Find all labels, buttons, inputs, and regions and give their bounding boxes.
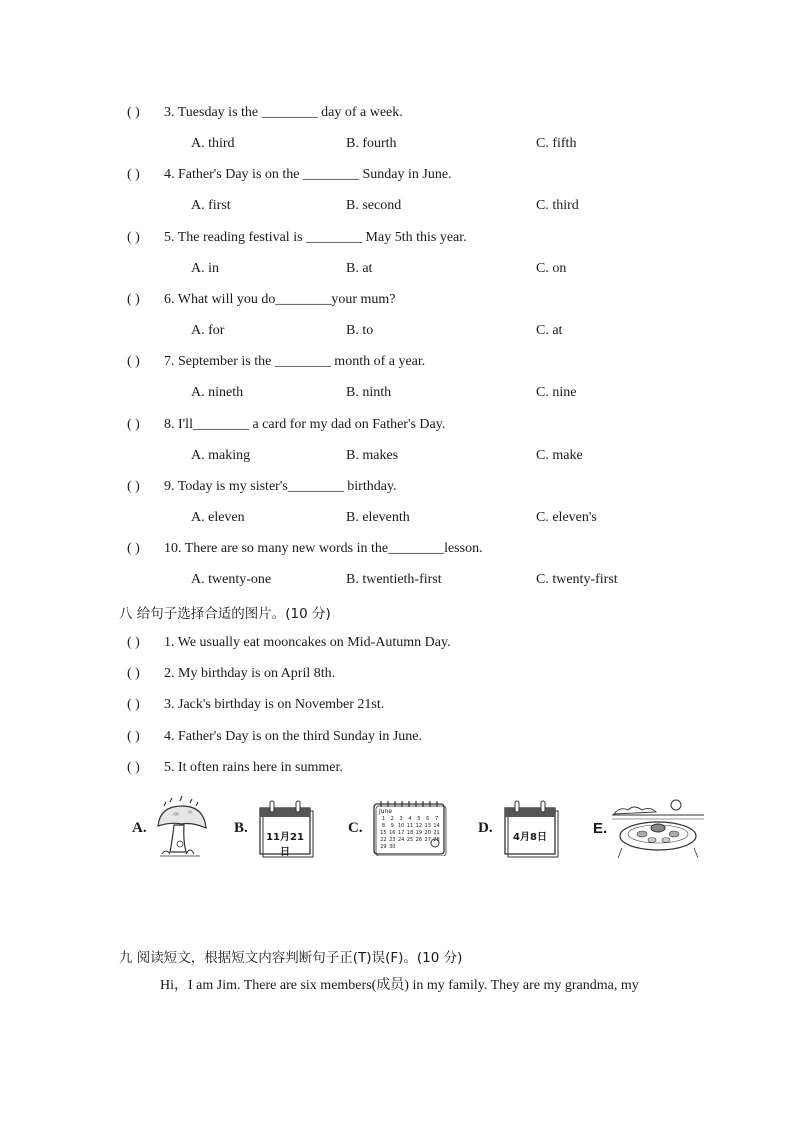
- sentence-text: 1. We usually eat mooncakes on Mid-Autumn Day.: [164, 635, 451, 650]
- picture-d-label: D.: [478, 820, 493, 836]
- answer-option[interactable]: A. for: [191, 323, 225, 338]
- calendar-day: 26: [415, 837, 423, 843]
- answer-blank[interactable]: ( ): [127, 292, 140, 307]
- calendar-day: 17: [397, 830, 405, 836]
- calendar-day: 22: [380, 837, 387, 843]
- section-8-heading: 八 给句子选择合适的图片。(10 分): [119, 606, 331, 622]
- answer-blank[interactable]: ( ): [127, 479, 140, 494]
- calendar-day: 6: [426, 816, 430, 822]
- calendar-month: June: [379, 808, 393, 815]
- answer-option[interactable]: A. first: [191, 198, 231, 213]
- calendar-day: 3: [399, 816, 403, 822]
- answer-blank[interactable]: ( ): [127, 666, 140, 681]
- answer-blank[interactable]: ( ): [127, 541, 140, 556]
- answer-option[interactable]: A. in: [191, 261, 219, 276]
- answer-blank[interactable]: ( ): [127, 354, 140, 369]
- answer-blank[interactable]: ( ): [127, 167, 140, 182]
- calendar-date-text: 11月21日: [266, 832, 304, 858]
- question-text: 3. Tuesday is the ________ day of a week.: [164, 105, 403, 120]
- calendar-day: 15: [380, 830, 387, 836]
- question-text: 7. September is the ________ month of a year.: [164, 354, 426, 369]
- answer-option[interactable]: C. third: [536, 198, 579, 213]
- calendar-day: 29: [380, 844, 387, 850]
- question-text: 6. What will you do________your mum?: [164, 292, 396, 307]
- answer-option[interactable]: B. second: [346, 198, 402, 213]
- answer-option[interactable]: C. nine: [536, 385, 577, 400]
- answer-option[interactable]: C. twenty-first: [536, 572, 618, 587]
- answer-option[interactable]: A. nineth: [191, 385, 244, 400]
- calendar-day: 27: [424, 837, 431, 843]
- answer-option[interactable]: A. third: [191, 136, 235, 151]
- answer-option[interactable]: C. eleven's: [536, 510, 597, 525]
- calendar-day: 21: [433, 830, 440, 836]
- sentence-text: 4. Father's Day is on the third Sunday in June.: [164, 729, 422, 744]
- picture-e-label: E.: [593, 820, 608, 837]
- sentence-text: 3. Jack's birthday is on November 21st.: [164, 697, 385, 712]
- calendar-day: 5: [417, 816, 421, 822]
- question-text: 5. The reading festival is ________ May 5th this year.: [164, 230, 467, 245]
- calendar-day: 11: [406, 823, 414, 829]
- section-9-heading: 九 阅读短文，根据短文内容判断句子正(T)误(F)。(10 分): [119, 950, 463, 966]
- calendar-day: 1: [381, 816, 386, 822]
- calendar-day: 24: [397, 837, 405, 843]
- calendar-date-text: 4月8日: [513, 832, 547, 843]
- calendar-day: 19: [415, 830, 423, 836]
- answer-blank[interactable]: ( ): [127, 417, 140, 432]
- answer-option[interactable]: B. ninth: [346, 385, 392, 400]
- question-text: 10. There are so many new words in the________lesson.: [164, 541, 483, 556]
- answer-option[interactable]: A. making: [191, 448, 251, 463]
- calendar-day: 7: [434, 816, 439, 822]
- answer-option[interactable]: C. on: [536, 261, 567, 276]
- calendar-day: 8: [381, 823, 386, 829]
- sentence-text: 2. My birthday is on April 8th.: [164, 666, 336, 681]
- answer-option[interactable]: B. to: [346, 323, 374, 338]
- answer-option[interactable]: C. make: [536, 448, 583, 463]
- month-calendar-icon: [373, 800, 447, 856]
- calendar-day: 9: [390, 823, 394, 829]
- calendar-day: 4: [408, 816, 412, 822]
- question-text: 9. Today is my sister's________ birthday.: [164, 479, 397, 494]
- answer-option[interactable]: B. makes: [346, 448, 399, 463]
- answer-option[interactable]: B. eleventh: [346, 510, 410, 525]
- answer-blank[interactable]: ( ): [127, 729, 140, 744]
- answer-blank[interactable]: ( ): [127, 635, 140, 650]
- answer-blank[interactable]: ( ): [127, 760, 140, 775]
- answer-option[interactable]: B. twentieth-first: [346, 572, 442, 587]
- answer-option[interactable]: C. fifth: [536, 136, 577, 151]
- answer-option[interactable]: A. twenty-one: [191, 572, 272, 587]
- answer-blank[interactable]: ( ): [127, 230, 140, 245]
- question-text: 8. I'll________ a card for my dad on Father's Day.: [164, 417, 446, 432]
- desk-calendar-icon-b: [257, 798, 317, 860]
- picture-c-label: C.: [348, 820, 363, 836]
- calendar-day: 14: [433, 823, 440, 829]
- calendar-day: 13: [424, 823, 431, 829]
- calendar-day: 16: [389, 830, 396, 836]
- calendar-day: 12: [415, 823, 423, 829]
- answer-option[interactable]: C. at: [536, 323, 563, 338]
- desk-calendar-icon-d: [502, 798, 562, 860]
- calendar-day: 18: [406, 830, 414, 836]
- answer-blank[interactable]: ( ): [127, 697, 140, 712]
- rain-mushroom-icon: [152, 796, 210, 860]
- answer-option[interactable]: B. at: [346, 261, 373, 276]
- reading-passage: Hi，I am Jim. There are six members(成员) in my family. They are my grandma, my: [160, 978, 639, 993]
- mooncake-plate-icon: [612, 798, 704, 860]
- picture-b-label: B.: [234, 820, 248, 836]
- answer-option[interactable]: B. fourth: [346, 136, 397, 151]
- calendar-day: 20: [424, 830, 431, 836]
- calendar-day: 25: [406, 837, 414, 843]
- calendar-day: 10: [397, 823, 405, 829]
- answer-blank[interactable]: ( ): [127, 105, 140, 120]
- answer-option[interactable]: A. eleven: [191, 510, 245, 525]
- calendar-day-grid: [379, 816, 441, 850]
- sentence-text: 5. It often rains here in summer.: [164, 760, 343, 775]
- calendar-day: 23: [389, 837, 396, 843]
- calendar-day: 30: [389, 844, 396, 850]
- calendar-day: 28: [433, 837, 440, 843]
- calendar-day: 2: [390, 816, 394, 822]
- picture-a-label: A.: [132, 820, 147, 836]
- question-text: 4. Father's Day is on the ________ Sunday in June.: [164, 167, 452, 182]
